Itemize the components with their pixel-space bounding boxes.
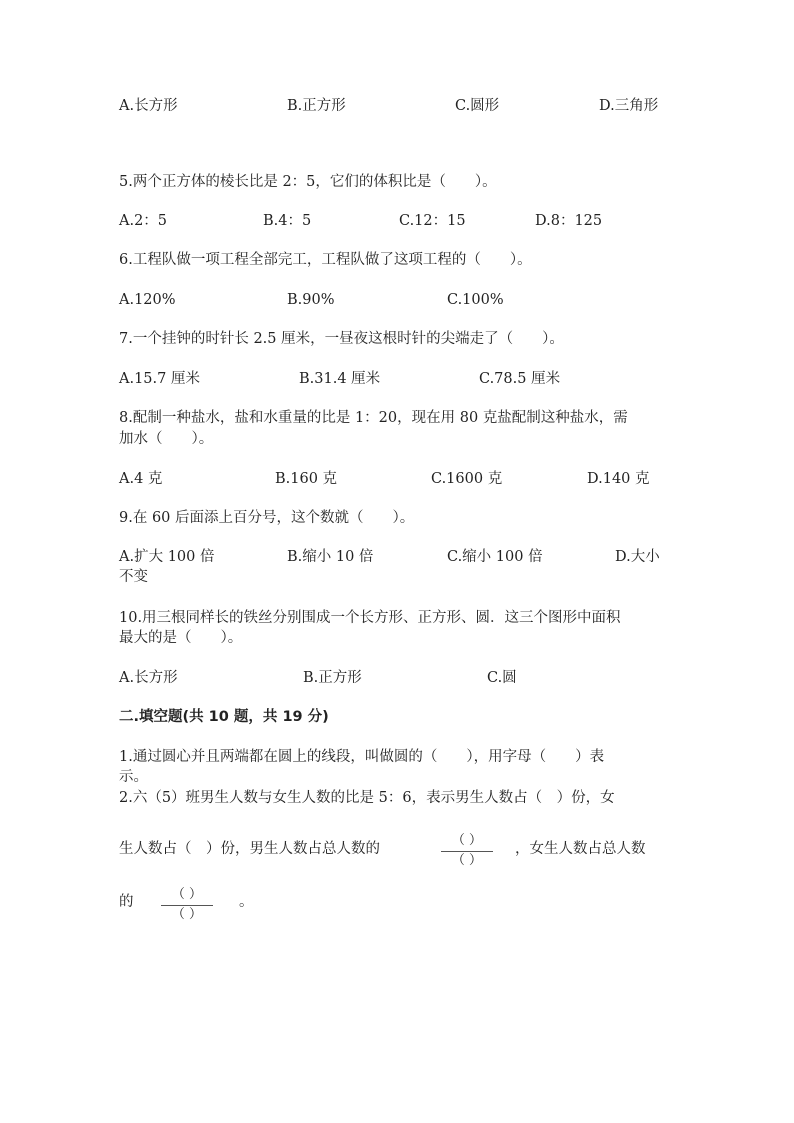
fill2-line3-part2: 。 bbox=[239, 894, 254, 910]
q5-stem: 5.两个正方体的棱长比是 2：5，它们的体积比是（ ）。 bbox=[119, 174, 497, 190]
q9-option-c: C.缩小 100 倍 bbox=[447, 549, 543, 565]
fill1-line1: 1.通过圆心并且两端都在圆上的线段，叫做圆的（ ），用字母（ ）表 bbox=[119, 749, 605, 765]
q10-option-b: B.正方形 bbox=[303, 670, 362, 686]
q9-stem: 9.在 60 后面添上百分号，这个数就（ ）。 bbox=[119, 510, 415, 526]
fill2-line1: 2.六（5）班男生人数与女生人数的比是 5：6，表示男生人数占（ ）份，女 bbox=[119, 790, 615, 806]
fill2-line2-part1: 生人数占（ ）份，男生人数占总人数的 bbox=[119, 841, 380, 857]
fraction-blank-boys bbox=[441, 833, 493, 873]
fraction-bar bbox=[441, 851, 493, 852]
fill2-line2-part2: ，女生人数占总人数 bbox=[515, 841, 646, 857]
q10-option-c: C.圆 bbox=[487, 670, 517, 686]
q9-option-d: D.大小 bbox=[615, 549, 660, 565]
q5-option-d: D.8：125 bbox=[535, 213, 603, 229]
q10-stem-line1: 10.用三根同样长的铁丝分别围成一个长方形、正方形、圆．这三个图形中面积 bbox=[119, 610, 621, 626]
q9-option-a: A.扩大 100 倍 bbox=[119, 549, 215, 565]
q8-stem-line1: 8.配制一种盐水，盐和水重量的比是 1：20，现在用 80 克盐配制这种盐水，需 bbox=[119, 410, 628, 426]
q4-option-a: A.长方形 bbox=[119, 98, 178, 114]
q8-stem-line2: 加水（ ）。 bbox=[119, 431, 214, 447]
q6-option-b: B.90% bbox=[287, 292, 335, 308]
fraction-numerator: （ ） bbox=[171, 887, 203, 902]
q8-option-c: C.1600 克 bbox=[431, 471, 503, 487]
q7-option-c: C.78.5 厘米 bbox=[479, 371, 561, 387]
q7-option-b: B.31.4 厘米 bbox=[299, 371, 381, 387]
q8-option-b: B.160 克 bbox=[275, 471, 338, 487]
q4-option-d: D.三角形 bbox=[599, 98, 659, 114]
q5-option-c: C.12：15 bbox=[399, 213, 466, 229]
q4-option-c: C.圆形 bbox=[455, 98, 500, 114]
q4-option-b: B.正方形 bbox=[287, 98, 346, 114]
q5-option-a: A.2：5 bbox=[119, 213, 168, 229]
q6-option-a: A.120% bbox=[119, 292, 176, 308]
q6-stem: 6.工程队做一项工程全部完工，工程队做了这项工程的（ ）。 bbox=[119, 252, 532, 268]
q7-option-a: A.15.7 厘米 bbox=[119, 371, 200, 387]
q8-option-a: A.4 克 bbox=[119, 471, 163, 487]
q10-stem-line2: 最大的是（ ）。 bbox=[119, 630, 243, 646]
fill1-line2: 示。 bbox=[119, 769, 148, 785]
fraction-bar bbox=[161, 905, 213, 906]
fraction-blank-girls bbox=[161, 887, 213, 927]
fill2-line3-part1: 的 bbox=[119, 894, 134, 910]
q9-option-b: B.缩小 10 倍 bbox=[287, 549, 374, 565]
q8-option-d: D.140 克 bbox=[587, 471, 650, 487]
section-heading-fill-in: 二.填空题(共 10 题，共 19 分) bbox=[119, 709, 329, 725]
q9-option-d-continued: 不变 bbox=[119, 569, 148, 585]
q7-stem: 7.一个挂钟的时针长 2.5 厘米，一昼夜这根时针的尖端走了（ ）。 bbox=[119, 331, 564, 347]
fraction-denominator: （ ） bbox=[171, 907, 203, 922]
q10-option-a: A.长方形 bbox=[119, 670, 178, 686]
fraction-numerator: （ ） bbox=[451, 833, 483, 848]
fraction-denominator: （ ） bbox=[451, 853, 483, 868]
q6-option-c: C.100% bbox=[447, 292, 504, 308]
q5-option-b: B.4：5 bbox=[263, 213, 312, 229]
